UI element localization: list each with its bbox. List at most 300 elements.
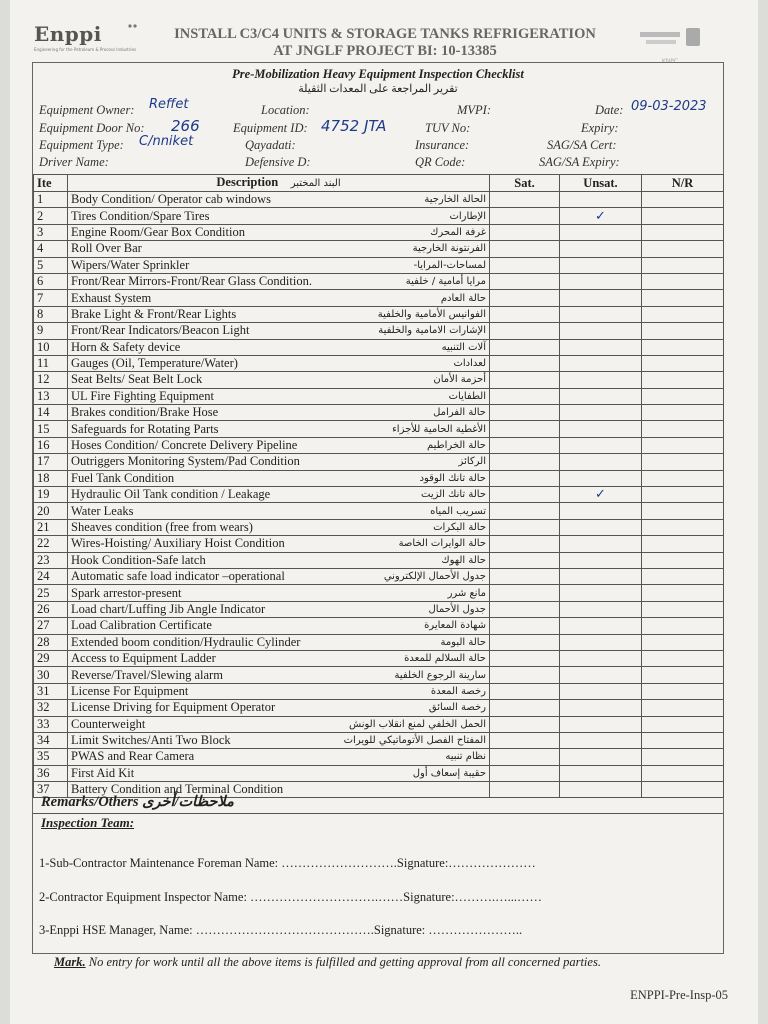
nr-cell[interactable] <box>642 667 724 683</box>
sign-line-hse-manager[interactable]: 3-Enppi HSE Manager, Name: …………………………………….Signature: ………………….. <box>39 923 523 937</box>
item-description-arabic: الطفايات <box>448 390 486 402</box>
sat-cell[interactable] <box>490 470 560 486</box>
item-number: 1 <box>34 192 68 208</box>
item-description: Gauges (Oil, Temperature/Water) لعدادات <box>68 355 490 371</box>
item-number: 3 <box>34 224 68 240</box>
unsat-cell[interactable] <box>560 388 642 404</box>
nr-cell[interactable] <box>642 224 724 240</box>
equipment-id-value[interactable]: 4752 JTA <box>321 117 387 135</box>
sat-cell[interactable] <box>490 503 560 519</box>
sat-cell[interactable] <box>490 372 560 388</box>
driver-label: Driver Name: <box>39 155 109 169</box>
item-description: PWAS and Rear Camera نظام تنبيه <box>68 749 490 765</box>
checklist-header-row <box>34 175 724 192</box>
mvpi-label: MVPI: <box>457 103 492 117</box>
unsat-cell[interactable] <box>560 257 642 273</box>
nr-cell[interactable] <box>642 405 724 421</box>
sat-cell[interactable] <box>490 634 560 650</box>
item-description: Automatic safe load indicator –operational جدول الأحمال الإلكتروني <box>68 568 490 584</box>
nr-cell[interactable] <box>642 700 724 716</box>
nr-cell[interactable] <box>642 454 724 470</box>
checklist-row <box>34 421 724 437</box>
date-value[interactable]: 09-03-2023 <box>631 99 707 114</box>
item-description-arabic: آلات التنبيه <box>441 341 486 353</box>
checklist-row <box>34 650 724 666</box>
item-number: 22 <box>34 536 68 552</box>
sat-cell[interactable] <box>490 241 560 257</box>
sat-cell[interactable] <box>490 454 560 470</box>
item-description-arabic: لمساحات-المرايا- <box>413 259 486 271</box>
item-description-arabic: رخصة المعدة <box>430 685 486 697</box>
unsat-cell[interactable] <box>560 487 642 503</box>
insurance-label: Insurance: <box>415 138 470 152</box>
unsat-cell[interactable] <box>560 519 642 535</box>
checklist-row <box>34 487 724 503</box>
item-number: 32 <box>34 700 68 716</box>
col-sat: Sat. <box>490 175 560 192</box>
unsat-cell[interactable] <box>560 372 642 388</box>
owner-label: Equipment Owner: <box>39 103 135 117</box>
checklist-row <box>34 323 724 339</box>
item-number: 24 <box>34 568 68 584</box>
item-description-arabic: الإشارات الامامية والخلفية <box>378 325 486 337</box>
item-description-arabic: الحالة الخارجية <box>424 194 486 206</box>
item-number: 13 <box>34 388 68 404</box>
form-title: Pre-Mobilization Heavy Equipment Inspection Checklist <box>232 67 524 81</box>
nr-cell[interactable] <box>642 470 724 486</box>
item-number: 9 <box>34 323 68 339</box>
unsat-cell[interactable] <box>560 732 642 748</box>
item-number: 11 <box>34 355 68 371</box>
item-description: Roll Over Bar الفرنتونة الخارجية <box>68 241 490 257</box>
checklist-row <box>34 716 724 732</box>
item-description-arabic: مانع شرر <box>447 587 486 599</box>
document-code: ENPPI-Pre-Insp-05 <box>630 988 728 1002</box>
unsat-cell[interactable] <box>560 224 642 240</box>
nr-cell[interactable] <box>642 749 724 765</box>
remarks-section: Remarks/Others ملاحظات/أخرى <box>33 791 723 814</box>
sat-cell[interactable] <box>490 388 560 404</box>
nr-cell[interactable] <box>642 683 724 699</box>
checklist-row <box>34 241 724 257</box>
sat-cell[interactable] <box>490 355 560 371</box>
item-number: 19 <box>34 487 68 503</box>
form-title-arabic: تقرير المراجعة على المعدات الثقيلة <box>298 83 458 95</box>
item-description-arabic: جدول الأحمال <box>428 603 486 615</box>
sat-cell[interactable] <box>490 306 560 322</box>
nr-cell[interactable] <box>642 519 724 535</box>
check-mark-icon: ✓ <box>595 208 606 224</box>
nr-cell[interactable] <box>642 716 724 732</box>
checklist-row <box>34 503 724 519</box>
item-description: Load chart/Luffing Jib Angle Indicator جدول الأحمال <box>68 601 490 617</box>
item-description: Tires Condition/Spare Tires الإطارات <box>68 208 490 224</box>
checklist-row <box>34 372 724 388</box>
location-label: Location: <box>261 103 310 117</box>
nr-cell[interactable] <box>642 601 724 617</box>
item-number: 23 <box>34 552 68 568</box>
nr-cell[interactable] <box>642 323 724 339</box>
sat-cell[interactable] <box>490 700 560 716</box>
sat-cell[interactable] <box>490 650 560 666</box>
item-number: 6 <box>34 273 68 289</box>
item-description: Wipers/Water Sprinkler لمساحات-المرايا- <box>68 257 490 273</box>
checklist-row <box>34 667 724 683</box>
nr-cell[interactable] <box>642 339 724 355</box>
qayadati-label: Qayadati: <box>245 138 296 152</box>
item-description-arabic: حالة السلالم للمعدة <box>404 653 486 665</box>
document-page <box>10 0 758 1024</box>
item-description: Battery Condition and Terminal Condition <box>68 782 490 798</box>
item-number: 7 <box>34 290 68 306</box>
unsat-cell[interactable] <box>560 765 642 781</box>
checklist-row <box>34 536 724 552</box>
item-number: 27 <box>34 618 68 634</box>
item-description: Horn & Safety device آلات التنبيه <box>68 339 490 355</box>
sat-cell[interactable] <box>490 568 560 584</box>
unsat-cell[interactable] <box>560 192 642 208</box>
checklist-row <box>34 634 724 650</box>
unsat-cell[interactable] <box>560 700 642 716</box>
item-description: Body Condition/ Operator cab windows الحالة الخارجية <box>68 192 490 208</box>
item-description: Hydraulic Oil Tank condition / Leakage حالة تانك الزيت <box>68 487 490 503</box>
col-nr: N/R <box>642 175 724 192</box>
document-title: INSTALL C3/C4 UNITS & STORAGE TANKS REFRIGERATION AT JNGLF PROJECT BI: 10-13385 <box>174 26 596 59</box>
sat-cell[interactable] <box>490 192 560 208</box>
unsat-cell[interactable] <box>560 716 642 732</box>
sat-cell[interactable] <box>490 749 560 765</box>
nr-cell[interactable] <box>642 372 724 388</box>
item-description: Spark arrestor-present مانع شرر <box>68 585 490 601</box>
nr-cell[interactable] <box>642 650 724 666</box>
item-number: 18 <box>34 470 68 486</box>
sat-cell[interactable] <box>490 339 560 355</box>
nr-cell[interactable] <box>642 765 724 781</box>
item-number: 35 <box>34 749 68 765</box>
item-description: Load Calibration Certificate شهادة المعايرة <box>68 618 490 634</box>
tuv-label: TUV No: <box>425 121 471 135</box>
item-number: 21 <box>34 519 68 535</box>
unsat-cell[interactable] <box>560 241 642 257</box>
checklist-row <box>34 290 724 306</box>
checklist-row <box>34 683 724 699</box>
item-number: 31 <box>34 683 68 699</box>
sign-line-foreman[interactable]: 1-Sub-Contractor Maintenance Foreman Name: ……………………….Signature:………………… <box>39 856 536 870</box>
sat-cell[interactable] <box>490 208 560 224</box>
item-number: 12 <box>34 372 68 388</box>
item-description-arabic: حالة تانك الوقود <box>419 472 486 484</box>
sag-expiry-label: SAG/SA Expiry: <box>539 155 620 169</box>
item-description: Brakes condition/Brake Hose حالة الفرامل <box>68 405 490 421</box>
unsat-cell[interactable] <box>560 503 642 519</box>
item-description-arabic: نظام تنبيه <box>445 751 486 763</box>
checklist-row <box>34 405 724 421</box>
unsat-cell[interactable] <box>560 585 642 601</box>
checklist-row <box>34 224 724 240</box>
sat-cell[interactable] <box>490 273 560 289</box>
item-description: Reverse/Travel/Slewing alarm سارينة الرجوع الخلفية <box>68 667 490 683</box>
document-header <box>32 20 748 65</box>
sat-cell[interactable] <box>490 732 560 748</box>
unsat-cell[interactable] <box>560 618 642 634</box>
item-description: Front/Rear Indicators/Beacon Light الإشارات الامامية والخلفية <box>68 323 490 339</box>
unsat-cell[interactable] <box>560 421 642 437</box>
item-description-arabic: غرفة المحرك <box>430 226 486 238</box>
unsat-cell[interactable] <box>560 470 642 486</box>
owner-value[interactable]: Reffet <box>149 97 189 112</box>
unsat-cell[interactable] <box>560 552 642 568</box>
nr-cell[interactable] <box>642 536 724 552</box>
item-description-arabic: حالة العادم <box>440 292 486 304</box>
item-number: 5 <box>34 257 68 273</box>
sat-cell[interactable] <box>490 618 560 634</box>
sag-cert-label: SAG/SA Cert: <box>547 138 617 152</box>
sat-cell[interactable] <box>490 487 560 503</box>
item-description-arabic: تسريب المياه <box>430 505 486 517</box>
nr-cell[interactable] <box>642 487 724 503</box>
sat-cell[interactable] <box>490 536 560 552</box>
unsat-cell[interactable] <box>560 749 642 765</box>
item-number: 4 <box>34 241 68 257</box>
enppi-logo: Enppi Engineering for the Petroleum & Process Industries <box>34 22 137 52</box>
item-description-arabic: رخصة السائق <box>428 702 486 714</box>
item-description: Limit Switches/Anti Two Block المفتاح الفصل الأتوماتيكي للويرات <box>68 732 490 748</box>
sat-cell[interactable] <box>490 323 560 339</box>
item-description: Sheaves condition (free from wears) حالة البكرات <box>68 519 490 535</box>
qr-code-label: QR Code: <box>415 155 466 169</box>
item-description-arabic: الإطارات <box>449 210 486 222</box>
nr-cell[interactable] <box>642 503 724 519</box>
item-number: 34 <box>34 732 68 748</box>
mark-note: Mark. No entry for work until all the above items is fulfilled and getting approval from all concerned parties. <box>54 955 601 969</box>
checklist-row <box>34 192 724 208</box>
item-number: 33 <box>34 716 68 732</box>
item-description: UL Fire Fighting Equipment الطفايات <box>68 388 490 404</box>
item-description: Outriggers Monitoring System/Pad Condition الركائز <box>68 454 490 470</box>
item-number: 2 <box>34 208 68 224</box>
col-unsat: Unsat. <box>560 175 642 192</box>
sat-cell[interactable] <box>490 716 560 732</box>
col-description: Description البند المختبر <box>68 175 490 192</box>
nr-cell[interactable] <box>642 290 724 306</box>
item-description: Access to Equipment Ladder حالة السلالم للمعدة <box>68 650 490 666</box>
checklist-row <box>34 552 724 568</box>
unsat-cell[interactable] <box>560 650 642 666</box>
item-description-arabic: حالة الوايرات الخاصة <box>398 538 486 550</box>
type-value[interactable]: C/nniket <box>139 134 194 149</box>
sat-cell[interactable] <box>490 519 560 535</box>
item-description: Seat Belts/ Seat Belt Lock أحزمة الأمان <box>68 372 490 388</box>
expiry-label: Expiry: <box>581 121 619 135</box>
unsat-cell[interactable] <box>560 405 642 421</box>
checklist-row <box>34 700 724 716</box>
checklist-row <box>34 585 724 601</box>
item-description-arabic: حالة البومة <box>440 636 486 648</box>
nr-cell[interactable] <box>642 192 724 208</box>
checklist-row <box>34 339 724 355</box>
checklist-row <box>34 273 724 289</box>
unsat-cell[interactable] <box>560 437 642 453</box>
unsat-cell[interactable] <box>560 306 642 322</box>
item-description-arabic: الفوانيس الأمامية والخلفية <box>377 308 486 320</box>
item-number: 26 <box>34 601 68 617</box>
item-description: Hook Condition-Safe latch حالة الهوك <box>68 552 490 568</box>
check-mark-icon: ✓ <box>595 487 606 503</box>
door-label: Equipment Door No: <box>39 121 145 135</box>
nr-cell[interactable] <box>642 273 724 289</box>
inspection-form <box>32 62 724 954</box>
checklist-table <box>33 174 724 798</box>
item-description: Safeguards for Rotating Parts الأغطية الحامية للأجزاء <box>68 421 490 437</box>
sat-cell[interactable] <box>490 667 560 683</box>
checklist-row <box>34 601 724 617</box>
sat-cell[interactable] <box>490 290 560 306</box>
item-description: License For Equipment رخصة المعدة <box>68 683 490 699</box>
item-description: First Aid Kit حقيبة إسعاف أول <box>68 765 490 781</box>
item-description: Wires-Hoisting/ Auxiliary Hoist Condition حالة الوايرات الخاصة <box>68 536 490 552</box>
sat-cell[interactable] <box>490 257 560 273</box>
item-description: Extended boom condition/Hydraulic Cylinder حالة البومة <box>68 634 490 650</box>
equipment-id-label: Equipment ID: <box>233 121 308 135</box>
sat-cell[interactable] <box>490 552 560 568</box>
unsat-cell[interactable] <box>560 568 642 584</box>
nr-cell[interactable] <box>642 552 724 568</box>
checklist-row <box>34 470 724 486</box>
unsat-cell[interactable] <box>560 634 642 650</box>
item-number: 36 <box>34 765 68 781</box>
unsat-cell[interactable] <box>560 339 642 355</box>
unsat-cell[interactable] <box>560 683 642 699</box>
sat-cell[interactable] <box>490 224 560 240</box>
item-description: Front/Rear Mirrors-Front/Rear Glass Condition. مرايا أمامية / خلفية <box>68 273 490 289</box>
sat-cell[interactable] <box>490 683 560 699</box>
item-number: 25 <box>34 585 68 601</box>
unsat-cell[interactable] <box>560 454 642 470</box>
col-item: Ite <box>34 175 68 192</box>
door-value[interactable]: 266 <box>171 117 200 135</box>
item-description-arabic: المفتاح الفصل الأتوماتيكي للويرات <box>343 735 486 747</box>
item-description: Hoses Condition/ Concrete Delivery Pipeline حالة الخراطيم <box>68 437 490 453</box>
date-label: Date: <box>595 103 624 117</box>
unsat-cell[interactable] <box>560 208 642 224</box>
nr-cell[interactable] <box>642 241 724 257</box>
logo-dots-icon <box>128 24 138 28</box>
item-description: Counterweight الحمل الخلفي لمنع انقلاب الونش <box>68 716 490 732</box>
nr-cell[interactable] <box>642 437 724 453</box>
checklist-row <box>34 257 724 273</box>
item-number: 29 <box>34 650 68 666</box>
sat-cell[interactable] <box>490 405 560 421</box>
item-description-arabic: حالة البكرات <box>433 522 486 533</box>
item-description-arabic: الفرنتونة الخارجية <box>412 243 486 255</box>
item-description-arabic: الحمل الخلفي لمنع انقلاب الونش <box>348 718 486 730</box>
item-description-arabic: حالة الخراطيم <box>426 440 486 452</box>
sat-cell[interactable] <box>490 601 560 617</box>
item-number: 28 <box>34 634 68 650</box>
unsat-cell[interactable] <box>560 667 642 683</box>
item-number: 8 <box>34 306 68 322</box>
checklist-row <box>34 388 724 404</box>
unsat-cell[interactable] <box>560 355 642 371</box>
nr-cell[interactable] <box>642 306 724 322</box>
item-description: Engine Room/Gear Box Condition غرفة المحرك <box>68 224 490 240</box>
item-description-arabic: الركائز <box>458 456 486 468</box>
nr-cell[interactable] <box>642 568 724 584</box>
item-description: License Driving for Equipment Operator رخصة السائق <box>68 700 490 716</box>
sat-cell[interactable] <box>490 765 560 781</box>
checklist-row <box>34 568 724 584</box>
item-number: 14 <box>34 405 68 421</box>
defensive-label: Defensive D: <box>245 155 311 169</box>
nr-cell[interactable] <box>642 257 724 273</box>
checklist-row <box>34 437 724 453</box>
nr-cell[interactable] <box>642 355 724 371</box>
unsat-cell[interactable] <box>560 601 642 617</box>
checklist-row <box>34 732 724 748</box>
nr-cell[interactable] <box>642 585 724 601</box>
partner-logo-text: KNPC <box>661 58 679 65</box>
sat-cell[interactable] <box>490 585 560 601</box>
item-number: 16 <box>34 437 68 453</box>
unsat-cell[interactable] <box>560 323 642 339</box>
sign-line-inspector[interactable]: 2-Contractor Equipment Inspector Name: ………………………….……Signature:……….…...…… <box>39 890 543 904</box>
sat-cell[interactable] <box>490 437 560 453</box>
checklist-row <box>34 519 724 535</box>
item-description: Brake Light & Front/Rear Lights الفوانيس الأمامية والخلفية <box>68 306 490 322</box>
item-description-arabic: سارينة الرجوع الخلفية <box>394 669 486 681</box>
item-number: 17 <box>34 454 68 470</box>
item-description: Water Leaks تسريب المياه <box>68 503 490 519</box>
unsat-cell[interactable] <box>560 290 642 306</box>
nr-cell[interactable] <box>642 421 724 437</box>
item-description-arabic: أحزمة الأمان <box>433 374 486 386</box>
equipment-info <box>39 97 717 175</box>
item-number: 37 <box>34 782 68 798</box>
nr-cell[interactable] <box>642 732 724 748</box>
nr-cell[interactable] <box>642 634 724 650</box>
item-description: Fuel Tank Condition حالة تانك الوقود <box>68 470 490 486</box>
item-number: 10 <box>34 339 68 355</box>
type-label: Equipment Type: <box>39 138 124 152</box>
unsat-cell[interactable] <box>560 273 642 289</box>
partner-logo-icon <box>634 26 706 54</box>
sat-cell[interactable] <box>490 421 560 437</box>
unsat-cell[interactable] <box>560 536 642 552</box>
nr-cell[interactable] <box>642 388 724 404</box>
inspection-team-label: Inspection Team: <box>41 815 135 830</box>
item-number: 15 <box>34 421 68 437</box>
checklist-row <box>34 618 724 634</box>
item-number: 20 <box>34 503 68 519</box>
nr-cell[interactable] <box>642 208 724 224</box>
item-description-arabic: الأغطية الحامية للأجزاء <box>392 423 486 435</box>
item-description-arabic: لعدادات <box>453 358 486 370</box>
checklist-row <box>34 765 724 781</box>
item-description-arabic: حالة تانك الزيت <box>421 489 486 501</box>
item-description-arabic: جدول الأحمال الإلكتروني <box>383 571 486 583</box>
item-number: 30 <box>34 667 68 683</box>
checklist-row <box>34 306 724 322</box>
item-description-arabic: مرايا أمامية / خلفية <box>405 276 486 288</box>
item-description-arabic: حالة الفرامل <box>433 407 486 419</box>
checklist-row <box>34 749 724 765</box>
checklist-row <box>34 355 724 371</box>
item-description-arabic: شهادة المعايرة <box>424 620 486 632</box>
item-description-arabic: حقيبة إسعاف أول <box>412 767 486 779</box>
checklist-row <box>34 208 724 224</box>
nr-cell[interactable] <box>642 618 724 634</box>
item-description: Exhaust System حالة العادم <box>68 290 490 306</box>
